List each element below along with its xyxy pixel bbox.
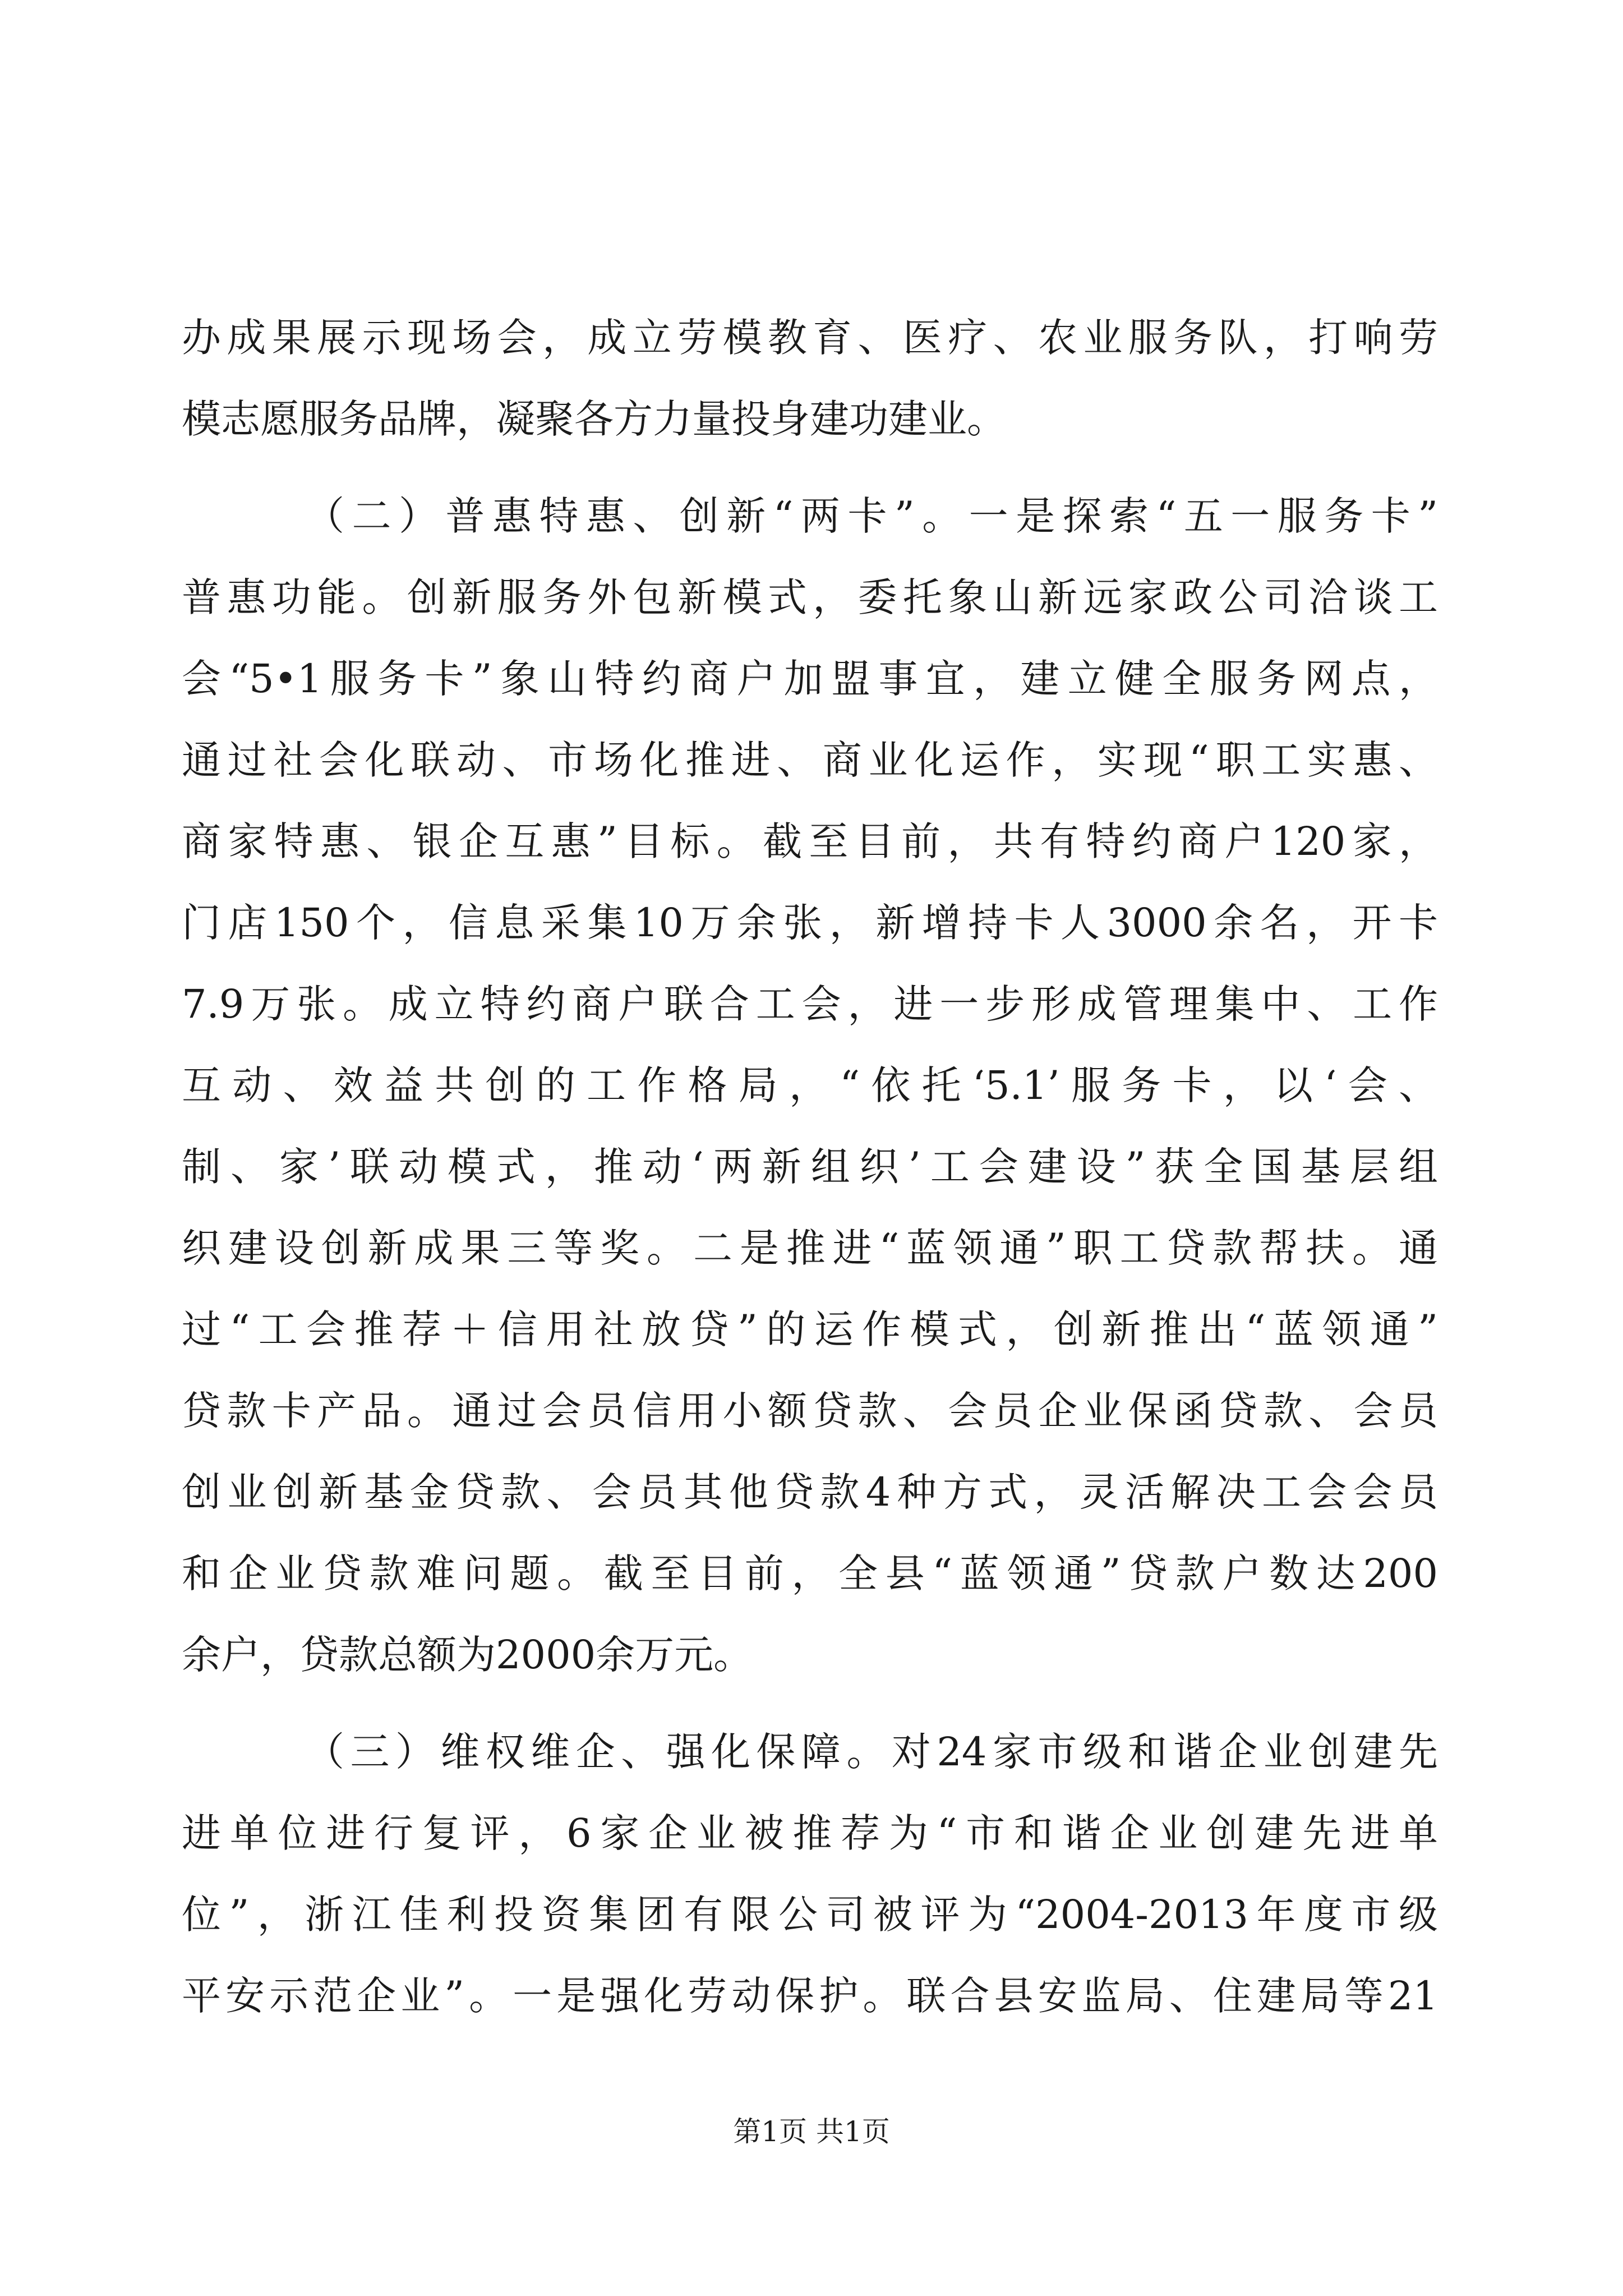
text-line: 商家特惠、银企互惠”目标。截至目前，共有特约商户120家，: [182, 818, 1438, 864]
text-line: 和企业贷款难问题。截至目前，全县“蓝领通”贷款户数达200: [182, 1550, 1438, 1596]
text-line: 通过社会化联动、市场化推进、商业化运作，实现“职工实惠、: [182, 737, 1438, 783]
text-line: 制、家’联动模式，推动‘两新组织’工会建设”获全国基层组: [182, 1144, 1438, 1190]
text-line: 贷款卡产品。通过会员信用小额贷款、会员企业保函贷款、会员: [182, 1388, 1438, 1434]
text-line: 创业创新基金贷款、会员其他贷款4种方式，灵活解决工会会员: [182, 1469, 1438, 1515]
text-line: 平安示范企业”。一是强化劳动保护。联合县安监局、住建局等21: [182, 1973, 1438, 2019]
text-line: 过“工会推荐＋信用社放贷”的运作模式，创新推出“蓝领通”: [182, 1306, 1438, 1352]
text-line: 会“5•1服务卡”象山特约商户加盟事宜，建立健全服务网点，: [182, 656, 1438, 702]
paragraph-heading-line: （三）维权维企、强化保障。对24家市级和谐企业创建先: [305, 1729, 1438, 1775]
text-line: 门店150个，信息采集10万余张，新增持卡人3000余名，开卡: [182, 900, 1438, 946]
text-line: 位”，浙江佳利投资集团有限公司被评为“2004-2013年度市级: [182, 1892, 1438, 1938]
text-line: 普惠功能。创新服务外包新模式，委托象山新远家政公司洽谈工: [182, 574, 1438, 620]
paragraph-heading-line: （二）普惠特惠、创新“两卡”。一是探索“五一服务卡”: [305, 493, 1438, 539]
text-line: 办成果展示现场会，成立劳模教育、医疗、农业服务队，打响劳: [182, 315, 1438, 361]
text-line: 余户，贷款总额为2000余万元。: [182, 1632, 753, 1678]
text-line: 模志愿服务品牌，凝聚各方力量投身建功建业。: [182, 396, 1006, 442]
document-body: [182, 297, 1438, 2037]
text-line: 织建设创新成果三等奖。二是推进“蓝领通”职工贷款帮扶。通: [182, 1225, 1438, 1271]
text-line: 进单位进行复评，6家企业被推荐为“市和谐企业创建先进单: [182, 1810, 1438, 1856]
text-line: 7.9万张。成立特约商户联合工会，进一步形成管理集中、工作: [182, 981, 1438, 1027]
text-line: 互动、效益共创的工作格局，“依托‘5.1’服务卡，以‘会、: [182, 1062, 1438, 1108]
page-number-footer: 第1页 共1页: [733, 2115, 890, 2148]
